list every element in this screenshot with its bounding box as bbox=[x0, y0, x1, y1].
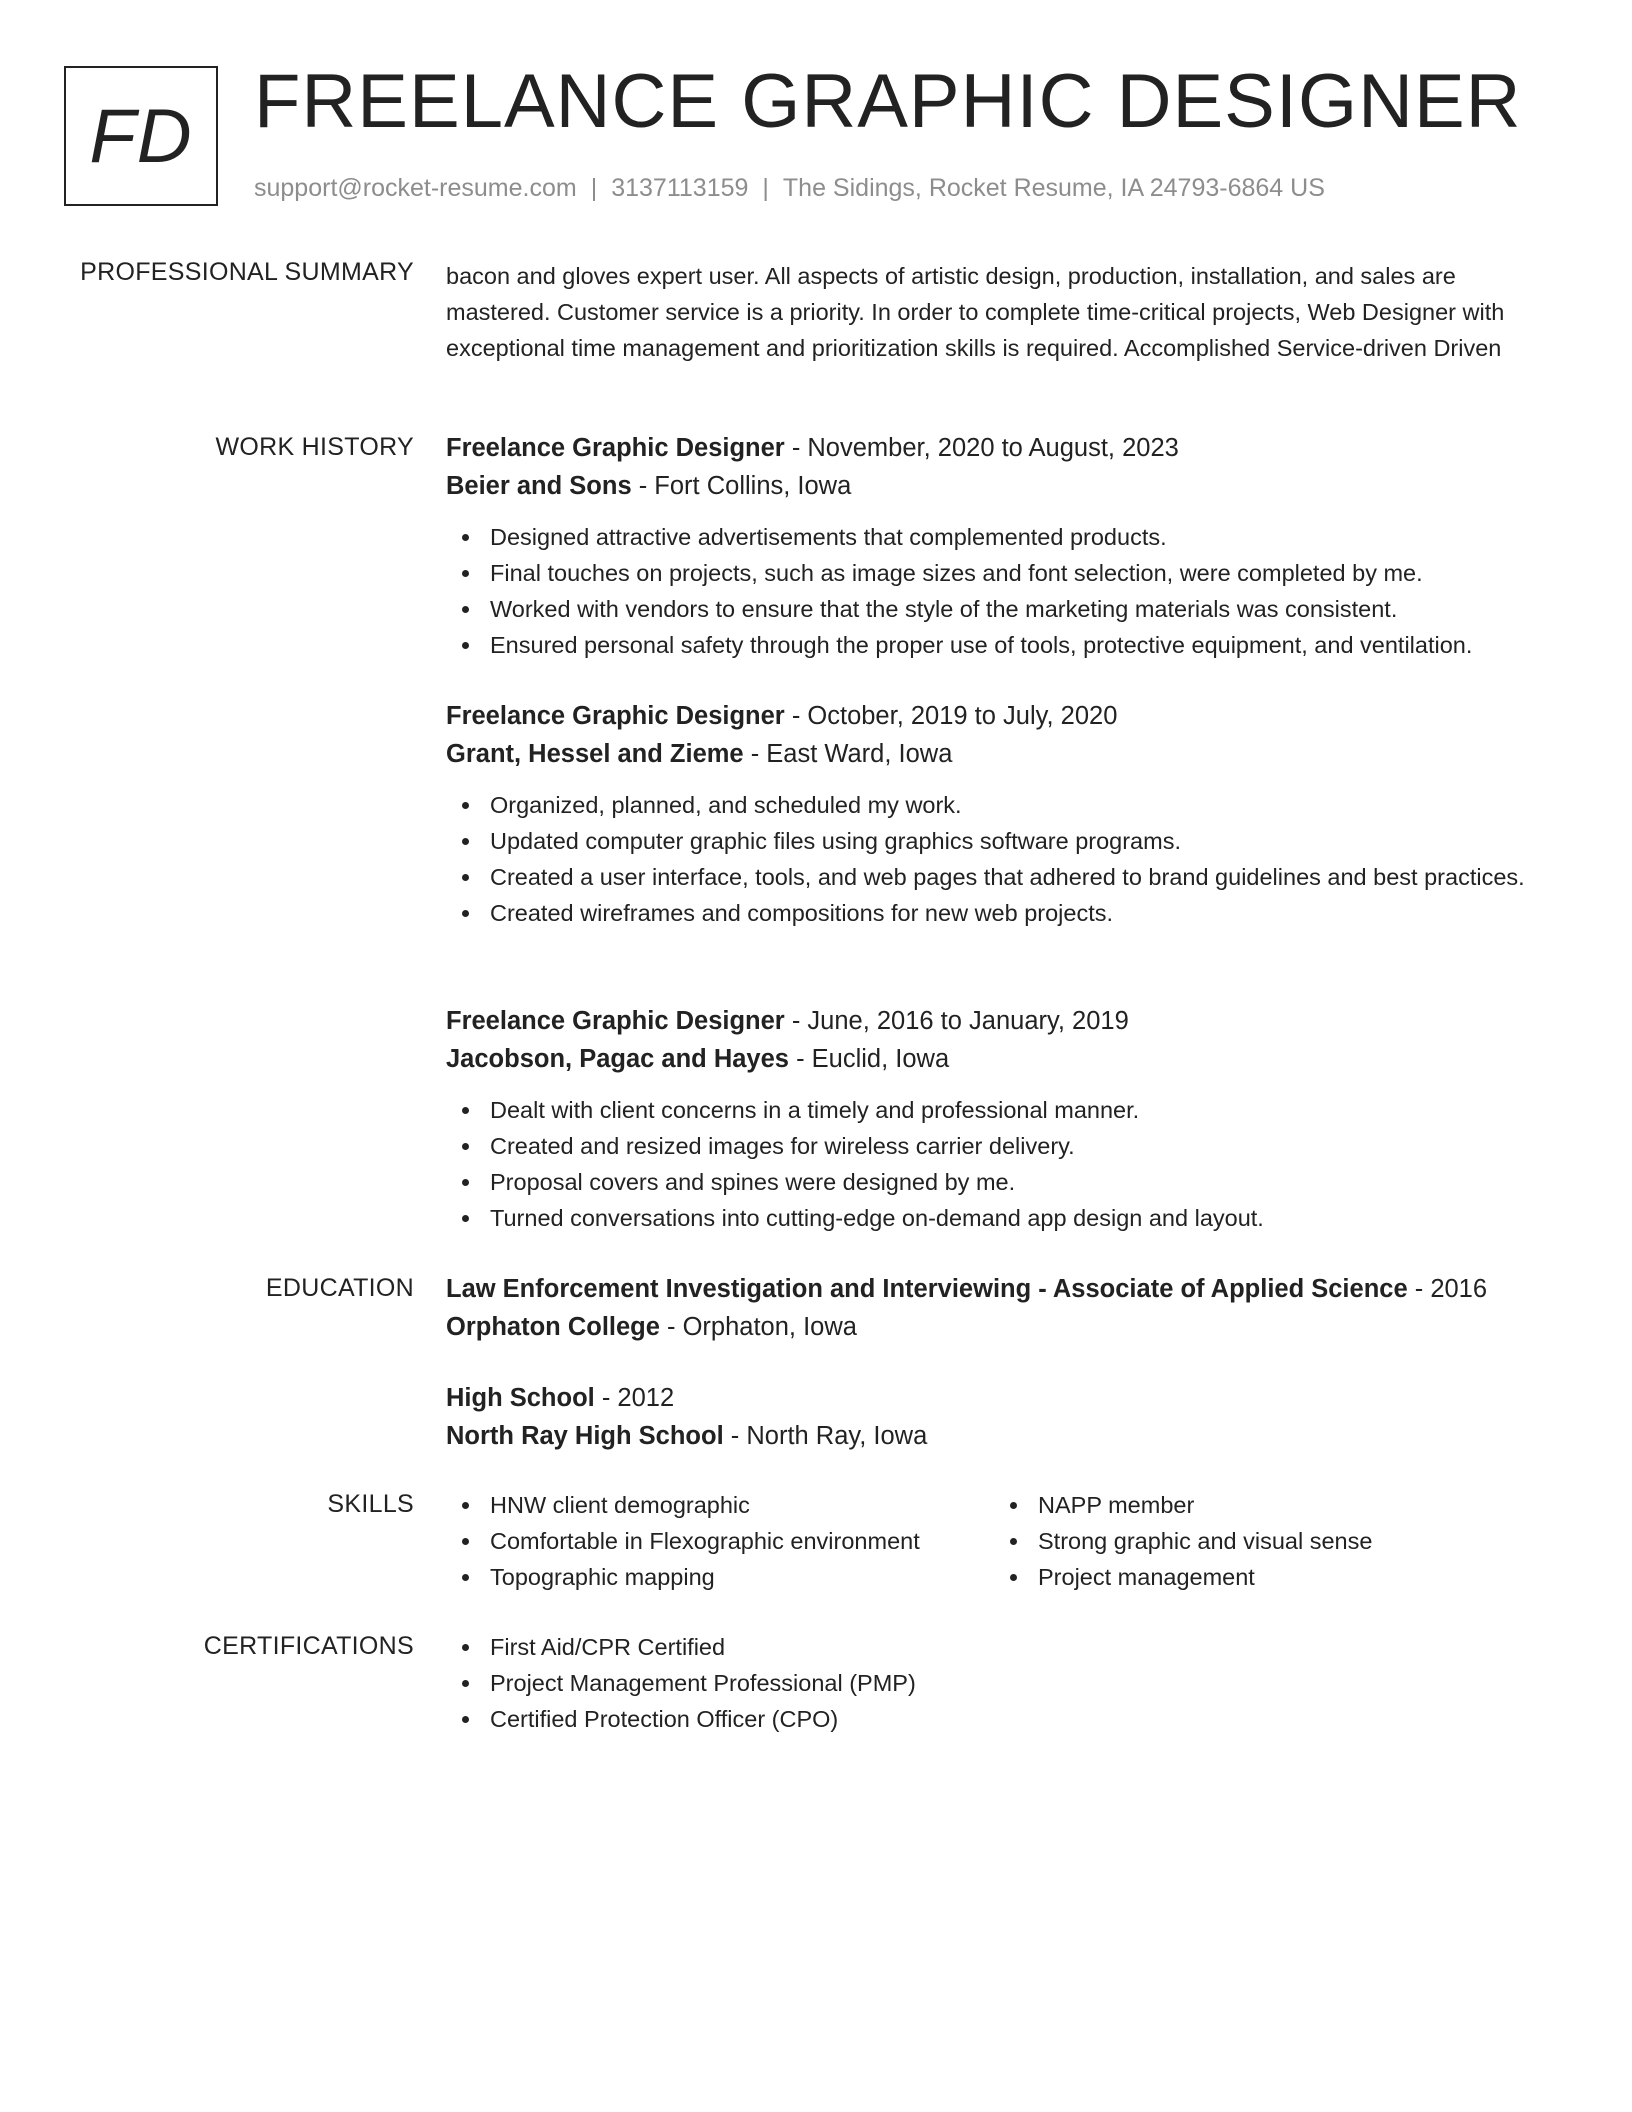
certification-item: Certified Protection Officer (CPO) bbox=[446, 1701, 1566, 1737]
contact-phone: 3137113159 bbox=[611, 174, 749, 202]
job-title-line bbox=[446, 1002, 1566, 1040]
skill-item: Project management bbox=[994, 1559, 1372, 1595]
section-label-skills: SKILLS bbox=[327, 1490, 414, 1518]
education-school-line bbox=[446, 1417, 1566, 1455]
education-degree-line bbox=[446, 1270, 1566, 1308]
job-bullet-list bbox=[446, 1092, 1566, 1236]
skills-column-left bbox=[446, 1487, 994, 1595]
job-title-line bbox=[446, 429, 1566, 467]
skills-column-right bbox=[994, 1487, 1372, 1595]
job-bullet: Dealt with client concerns in a timely and professional manner. bbox=[446, 1092, 1566, 1128]
job-entry bbox=[446, 1002, 1566, 1236]
job-title: Freelance Graphic Designer bbox=[446, 434, 785, 462]
job-bullet: Proposal covers and spines were designed by me. bbox=[446, 1164, 1566, 1200]
education-year: - 2012 bbox=[594, 1384, 675, 1412]
certification-item: Project Management Professional (PMP) bbox=[446, 1665, 1566, 1701]
job-location: - East Ward, Iowa bbox=[743, 740, 953, 768]
education-entry bbox=[446, 1270, 1566, 1346]
job-bullet: Created and resized images for wireless carrier delivery. bbox=[446, 1128, 1566, 1164]
contact-separator: | bbox=[590, 174, 598, 202]
skill-item: Topographic mapping bbox=[446, 1559, 994, 1595]
job-bullet: Turned conversations into cutting-edge on-demand app design and layout. bbox=[446, 1200, 1566, 1236]
section-label-summary: PROFESSIONAL SUMMARY bbox=[80, 258, 414, 286]
education-degree: Law Enforcement Investigation and Interviewing - Associate of Applied Science bbox=[446, 1275, 1408, 1303]
job-company-line bbox=[446, 735, 1566, 773]
certification-bullets bbox=[446, 1629, 1566, 1737]
job-title: Freelance Graphic Designer bbox=[446, 1007, 785, 1035]
job-company-line bbox=[446, 1040, 1566, 1078]
education-location: - Orphaton, Iowa bbox=[659, 1313, 857, 1341]
education-degree: High School bbox=[446, 1384, 595, 1412]
contact-separator: | bbox=[762, 174, 769, 202]
section-label-certifications: CERTIFICATIONS bbox=[203, 1632, 414, 1660]
job-bullet-list bbox=[446, 519, 1566, 663]
job-dates: - October, 2019 to July, 2020 bbox=[784, 702, 1118, 730]
skills-list bbox=[446, 1487, 1566, 1595]
job-entry bbox=[446, 429, 1566, 663]
job-bullet: Ensured personal safety through the proper use of tools, protective equipment, and ventilation. bbox=[446, 627, 1566, 663]
job-entry bbox=[446, 697, 1566, 931]
job-bullet: Organized, planned, and scheduled my work. bbox=[446, 787, 1566, 823]
job-company: Grant, Hessel and Zieme bbox=[446, 740, 744, 768]
education-degree-line bbox=[446, 1379, 1566, 1417]
skill-item: NAPP member bbox=[994, 1487, 1372, 1523]
job-bullet: Created a user interface, tools, and web pages that adhered to brand guidelines and best practices. bbox=[446, 859, 1566, 895]
job-dates: - November, 2020 to August, 2023 bbox=[784, 434, 1179, 462]
job-title-line bbox=[446, 697, 1566, 735]
skill-item: Comfortable in Flexographic environment bbox=[446, 1523, 994, 1559]
job-company: Jacobson, Pagac and Hayes bbox=[446, 1045, 789, 1073]
monogram-logo: FD bbox=[64, 66, 218, 206]
job-bullet: Created wireframes and compositions for new web projects. bbox=[446, 895, 1566, 931]
certifications-list bbox=[446, 1629, 1566, 1737]
skill-item: HNW client demographic bbox=[446, 1487, 994, 1523]
education-school: Orphaton College bbox=[446, 1313, 660, 1341]
section-label-work-history: WORK HISTORY bbox=[215, 433, 414, 461]
job-bullet: Updated computer graphic files using graphics software programs. bbox=[446, 823, 1566, 859]
job-title: Freelance Graphic Designer bbox=[446, 702, 785, 730]
education-school-line bbox=[446, 1308, 1566, 1346]
job-dates: - June, 2016 to January, 2019 bbox=[784, 1007, 1129, 1035]
resume-name-heading: FREELANCE GRAPHIC DESIGNER bbox=[254, 59, 1522, 144]
contact-address: The Sidings, Rocket Resume, IA 24793-6864 US bbox=[782, 174, 1325, 202]
education-location: - North Ray, Iowa bbox=[723, 1422, 928, 1450]
job-bullet: Worked with vendors to ensure that the style of the marketing materials was consistent. bbox=[446, 591, 1566, 627]
skill-item: Strong graphic and visual sense bbox=[994, 1523, 1372, 1559]
education-year: - 2016 bbox=[1407, 1275, 1488, 1303]
job-location: - Fort Collins, Iowa bbox=[631, 472, 852, 500]
contact-line bbox=[254, 174, 1325, 203]
job-company: Beier and Sons bbox=[446, 472, 632, 500]
job-location: - Euclid, Iowa bbox=[788, 1045, 950, 1073]
job-bullet-list bbox=[446, 787, 1566, 931]
job-company-line bbox=[446, 467, 1566, 505]
job-bullet: Final touches on projects, such as image sizes and font selection, were completed by me. bbox=[446, 555, 1566, 591]
education-school: North Ray High School bbox=[446, 1422, 724, 1450]
summary-text: bacon and gloves expert user. All aspects of artistic design, production, installation, and sales are mastered. Customer service is a priority. In order to complete time-critical projects, Web Designer with exceptional time management and prioritization skills is required. Accomplished Service-driven Driven bbox=[446, 263, 1505, 361]
job-bullet: Designed attractive advertisements that complemented products. bbox=[446, 519, 1566, 555]
education-entry bbox=[446, 1379, 1566, 1455]
section-label-education: EDUCATION bbox=[265, 1274, 414, 1302]
certification-item: First Aid/CPR Certified bbox=[446, 1629, 1566, 1665]
contact-email: support@rocket-resume.com bbox=[254, 174, 577, 202]
